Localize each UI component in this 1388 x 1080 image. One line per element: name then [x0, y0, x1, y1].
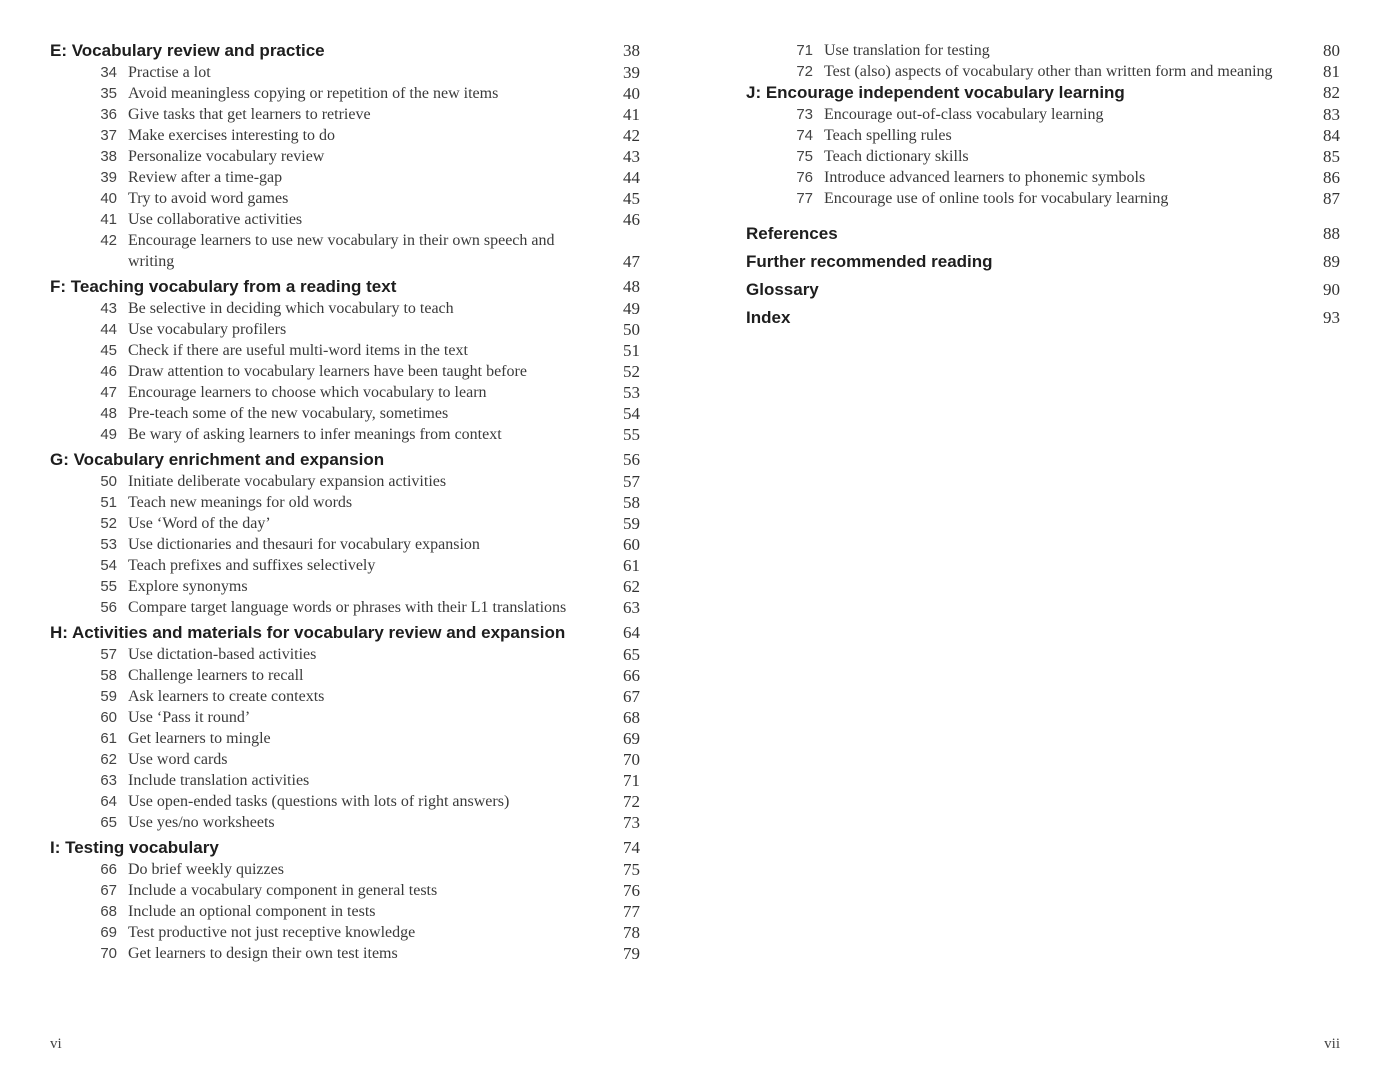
- entry-title: Draw attention to vocabulary learners have been taught before: [128, 363, 527, 380]
- toc-entry[interactable]: [50, 382, 640, 403]
- page-number: 48: [623, 277, 640, 296]
- entry-number: 46: [100, 363, 117, 380]
- section-title: I: Testing vocabulary: [50, 838, 219, 857]
- entry-title: Be wary of asking learners to infer meanings from context: [128, 426, 502, 443]
- page-number-right: vii: [1324, 1036, 1340, 1052]
- entry-title: Initiate deliberate vocabulary expansion activities: [128, 473, 447, 490]
- back-matter-entry[interactable]: [746, 223, 1340, 245]
- toc-entry[interactable]: [50, 665, 640, 686]
- entry-number: 63: [100, 772, 117, 789]
- section-title: H: Activities and materials for vocabulary review and expansion: [50, 623, 566, 642]
- page-number: 46: [623, 210, 640, 229]
- entry-title: Teach new meanings for old words: [128, 494, 353, 511]
- entry-title: Use dictionaries and thesauri for vocabulary expansion: [128, 536, 480, 553]
- entry-number: 72: [796, 63, 813, 80]
- entry-title: Include translation activities: [128, 772, 310, 789]
- entry-number: 66: [100, 861, 117, 878]
- entry-number: 69: [100, 924, 117, 941]
- toc-entry[interactable]: [50, 492, 640, 513]
- back-matter-title: Glossary: [746, 280, 819, 299]
- entry-number: 59: [100, 688, 117, 705]
- entry-number: 44: [100, 321, 117, 338]
- page-number: 39: [623, 63, 640, 82]
- page-number: 61: [623, 556, 640, 575]
- toc-entry[interactable]: [50, 361, 640, 382]
- toc-entry[interactable]: [50, 576, 640, 597]
- entry-number: 41: [100, 211, 117, 228]
- toc-entry[interactable]: [50, 403, 640, 424]
- toc-entry[interactable]: [50, 424, 640, 445]
- page-number: 69: [623, 729, 640, 748]
- entry-title: Give tasks that get learners to retrieve: [128, 106, 371, 123]
- toc-entry[interactable]: [50, 901, 640, 922]
- entry-number: 52: [100, 515, 117, 532]
- entry-number: 60: [100, 709, 117, 726]
- page-number: 67: [623, 687, 640, 706]
- entry-number: 35: [100, 85, 117, 102]
- page-number: 66: [623, 666, 640, 685]
- page-number: 52: [623, 362, 640, 381]
- entry-title: Use word cards: [128, 751, 228, 768]
- page-number: 79: [623, 944, 640, 963]
- entry-number: 58: [100, 667, 117, 684]
- entry-title: Test (also) aspects of vocabulary other than written form and meaning: [824, 63, 1273, 80]
- back-matter-title: References: [746, 224, 838, 243]
- entry-number: 71: [796, 42, 813, 59]
- entry-title: Compare target language words or phrases with their L1 translations: [128, 599, 567, 616]
- page-number: 43: [623, 147, 640, 166]
- right-page-contents: [746, 40, 1340, 329]
- entry-title: Explore synonyms: [128, 578, 248, 595]
- page-number: 80: [1323, 41, 1340, 60]
- entry-title: Encourage use of online tools for vocabulary learning: [824, 190, 1169, 207]
- section-heading[interactable]: [746, 82, 1340, 104]
- entry-number: 61: [100, 730, 117, 747]
- section-heading[interactable]: [50, 622, 640, 644]
- continued-items: [746, 40, 1340, 82]
- toc-entry[interactable]: [50, 188, 640, 209]
- page-number: 57: [623, 472, 640, 491]
- section-title: F: Teaching vocabulary from a reading text: [50, 277, 397, 296]
- toc-entry[interactable]: [50, 686, 640, 707]
- entry-number: 42: [100, 232, 117, 249]
- back-matter-title: Index: [746, 308, 791, 327]
- entry-number: 67: [100, 882, 117, 899]
- page-number: 41: [623, 105, 640, 124]
- entry-title: Personalize vocabulary review: [128, 148, 325, 165]
- page-number: 89: [1323, 252, 1340, 271]
- toc-entry[interactable]: [50, 534, 640, 555]
- entry-number: 54: [100, 557, 117, 574]
- toc-entry[interactable]: [50, 597, 640, 618]
- entry-title: Use translation for testing: [824, 42, 990, 59]
- back-matter-entry[interactable]: [746, 251, 1340, 273]
- page-number: 55: [623, 425, 640, 444]
- entry-title: Include a vocabulary component in general tests: [128, 882, 438, 899]
- entry-number: 73: [796, 106, 813, 123]
- entry-title: Get learners to design their own test items: [128, 945, 398, 962]
- entry-number: 68: [100, 903, 117, 920]
- page-number: 45: [623, 189, 640, 208]
- page-number: 63: [623, 598, 640, 617]
- entry-number: 34: [100, 64, 117, 81]
- entry-title: Teach spelling rules: [824, 127, 952, 144]
- toc-entry[interactable]: [746, 125, 1340, 146]
- toc-entry[interactable]: [50, 728, 640, 749]
- entry-number: 76: [796, 169, 813, 186]
- toc-entry[interactable]: [50, 791, 640, 812]
- toc-entry[interactable]: [50, 749, 640, 770]
- page-number: 84: [1323, 126, 1340, 145]
- toc-entry[interactable]: [50, 922, 640, 943]
- toc-entry[interactable]: [50, 298, 640, 319]
- page-number: 81: [1323, 62, 1340, 81]
- toc-entry[interactable]: [50, 62, 640, 83]
- page-number: 54: [623, 404, 640, 423]
- page-number: 65: [623, 645, 640, 664]
- page-number: 77: [623, 902, 640, 921]
- section-heading[interactable]: [50, 449, 640, 471]
- page-number: 47: [623, 252, 640, 271]
- entry-number: 43: [100, 300, 117, 317]
- toc-entry[interactable]: [50, 319, 640, 340]
- section-title: J: Encourage independent vocabulary learning: [746, 83, 1125, 102]
- page-number: 64: [623, 623, 640, 642]
- entry-title: Avoid meaningless copying or repetition of the new items: [128, 85, 499, 102]
- toc-entry[interactable]: [746, 188, 1340, 209]
- entry-title: Be selective in deciding which vocabulary to teach: [128, 300, 454, 317]
- entry-title: Practise a lot: [128, 64, 211, 81]
- page-number: 74: [623, 838, 640, 857]
- entry-title: Use yes/no worksheets: [128, 814, 275, 831]
- page-number: 68: [623, 708, 640, 727]
- page-number: 73: [623, 813, 640, 832]
- page-number: 60: [623, 535, 640, 554]
- entry-number: 47: [100, 384, 117, 401]
- page-number: 71: [623, 771, 640, 790]
- entry-title: Introduce advanced learners to phonemic symbols: [824, 169, 1146, 186]
- toc-entry[interactable]: [50, 209, 640, 230]
- entry-number: 45: [100, 342, 117, 359]
- back-matter-entry[interactable]: [746, 279, 1340, 301]
- entry-number: 65: [100, 814, 117, 831]
- page-number: 59: [623, 514, 640, 533]
- left-page-contents: [50, 40, 640, 964]
- entry-number: 39: [100, 169, 117, 186]
- page-number: 82: [1323, 83, 1340, 102]
- toc-entry[interactable]: [746, 104, 1340, 125]
- page-number: 83: [1323, 105, 1340, 124]
- page-number: 90: [1323, 280, 1340, 299]
- entry-title: Use vocabulary profilers: [128, 321, 287, 338]
- section-heading[interactable]: [50, 276, 640, 298]
- page-number-left: vi: [50, 1036, 62, 1052]
- entry-number: 36: [100, 106, 117, 123]
- page-number: 70: [623, 750, 640, 769]
- entry-number: 38: [100, 148, 117, 165]
- toc-entry[interactable]: [50, 104, 640, 125]
- toc-entry[interactable]: [50, 230, 640, 272]
- entry-title: Do brief weekly quizzes: [128, 861, 284, 878]
- entry-number: 40: [100, 190, 117, 207]
- entry-number: 70: [100, 945, 117, 962]
- page-number: 50: [623, 320, 640, 339]
- page-number: 87: [1323, 189, 1340, 208]
- entry-title: Encourage learners to choose which vocabulary to learn: [128, 384, 487, 401]
- entry-title: Use open-ended tasks (questions with lots of right answers): [128, 793, 510, 810]
- section-heading[interactable]: [50, 40, 640, 62]
- toc-entry[interactable]: [746, 61, 1340, 82]
- toc-entry[interactable]: [50, 707, 640, 728]
- page-number: 38: [623, 41, 640, 60]
- toc-entry[interactable]: [50, 340, 640, 361]
- page-number: 58: [623, 493, 640, 512]
- page-number: 51: [623, 341, 640, 360]
- toc-entry[interactable]: [50, 644, 640, 665]
- page-number: 56: [623, 450, 640, 469]
- page-number: 78: [623, 923, 640, 942]
- page-number: 40: [623, 84, 640, 103]
- entry-number: 64: [100, 793, 117, 810]
- entry-title: Use ‘Word of the day’: [128, 515, 271, 532]
- back-matter: [746, 223, 1340, 329]
- entry-number: 77: [796, 190, 813, 207]
- toc-entry[interactable]: [50, 167, 640, 188]
- toc-entry[interactable]: [50, 125, 640, 146]
- page-number: 62: [623, 577, 640, 596]
- entry-title: Use dictation-based activities: [128, 646, 317, 663]
- entry-number: 37: [100, 127, 117, 144]
- entry-title: Get learners to mingle: [128, 730, 271, 747]
- toc-entry[interactable]: [746, 40, 1340, 61]
- entry-title: Encourage learners to use new vocabulary in their own speech and writing: [128, 232, 555, 270]
- section-heading[interactable]: [50, 837, 640, 859]
- entry-title: Use ‘Pass it round’: [128, 709, 251, 726]
- entry-title: Check if there are useful multi-word items in the text: [128, 342, 468, 359]
- entry-number: 48: [100, 405, 117, 422]
- entry-title: Teach prefixes and suffixes selectively: [128, 557, 376, 574]
- entry-title: Encourage out-of-class vocabulary learning: [824, 106, 1104, 123]
- page-number: 85: [1323, 147, 1340, 166]
- entry-title: Review after a time-gap: [128, 169, 283, 186]
- entry-title: Include an optional component in tests: [128, 903, 376, 920]
- entry-title: Make exercises interesting to do: [128, 127, 336, 144]
- toc-entry[interactable]: [50, 513, 640, 534]
- page-number: 44: [623, 168, 640, 187]
- entry-number: 51: [100, 494, 117, 511]
- entry-number: 56: [100, 599, 117, 616]
- entry-title: Ask learners to create contexts: [128, 688, 325, 705]
- entry-number: 62: [100, 751, 117, 768]
- toc-entry[interactable]: [50, 880, 640, 901]
- entry-title: Pre-teach some of the new vocabulary, sometimes: [128, 405, 449, 422]
- toc-entry[interactable]: [50, 555, 640, 576]
- entry-number: 74: [796, 127, 813, 144]
- entry-title: Challenge learners to recall: [128, 667, 304, 684]
- toc-entry[interactable]: [746, 146, 1340, 167]
- page-number: 42: [623, 126, 640, 145]
- toc-entry[interactable]: [50, 770, 640, 791]
- toc-entry[interactable]: [50, 146, 640, 167]
- toc-entry[interactable]: [50, 943, 640, 964]
- toc-entry[interactable]: [50, 471, 640, 492]
- entry-title: Test productive not just receptive knowledge: [128, 924, 416, 941]
- toc-entry[interactable]: [50, 83, 640, 104]
- toc-entry[interactable]: [746, 167, 1340, 188]
- page-number: 88: [1323, 224, 1340, 243]
- entry-title: Teach dictionary skills: [824, 148, 969, 165]
- toc-entry[interactable]: [50, 859, 640, 880]
- page-number: 93: [1323, 308, 1340, 327]
- entry-number: 49: [100, 426, 117, 443]
- entry-number: 50: [100, 473, 117, 490]
- entry-number: 57: [100, 646, 117, 663]
- section-title: G: Vocabulary enrichment and expansion: [50, 450, 385, 469]
- section-j: [746, 82, 1340, 209]
- entry-title: Try to avoid word games: [128, 190, 289, 207]
- page-number: 86: [1323, 168, 1340, 187]
- back-matter-entry[interactable]: [746, 307, 1340, 329]
- page-number: 76: [623, 881, 640, 900]
- entry-title: Use collaborative activities: [128, 211, 303, 228]
- entry-number: 55: [100, 578, 117, 595]
- toc-entry[interactable]: [50, 812, 640, 833]
- entry-number: 75: [796, 148, 813, 165]
- page-number: 72: [623, 792, 640, 811]
- page-number: 53: [623, 383, 640, 402]
- entry-number: 53: [100, 536, 117, 553]
- page-number: 75: [623, 860, 640, 879]
- page-number: 49: [623, 299, 640, 318]
- back-matter-title: Further recommended reading: [746, 252, 993, 271]
- section-title: E: Vocabulary review and practice: [50, 41, 325, 60]
